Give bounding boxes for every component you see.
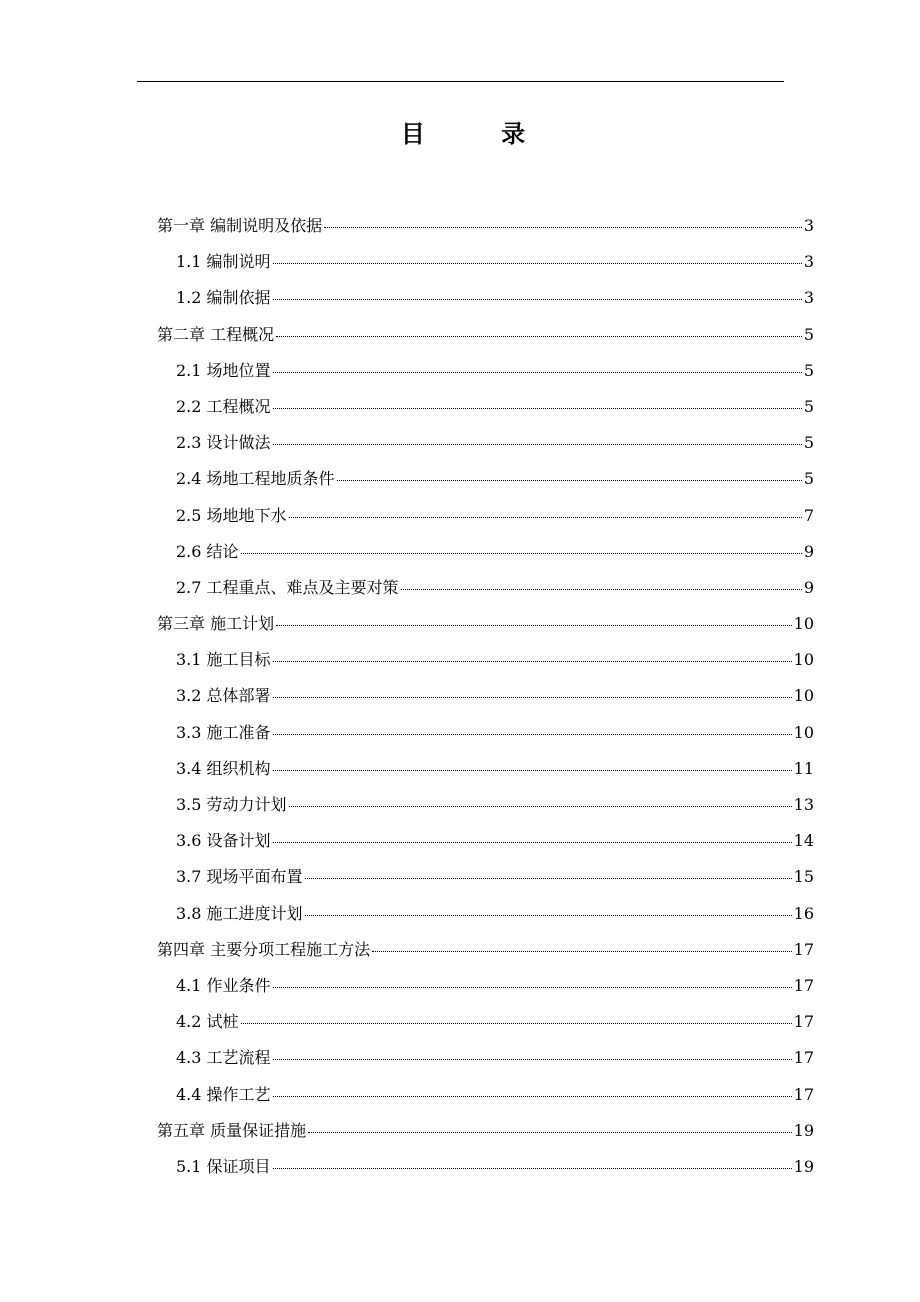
toc-section-entry[interactable] bbox=[157, 280, 814, 316]
toc-entry-page-number: 5 bbox=[803, 396, 814, 416]
toc-entry-label: 3.2 总体部署 bbox=[176, 686, 271, 706]
toc-entry-label: 4.3 工艺流程 bbox=[176, 1048, 271, 1068]
toc-entry-page-number: 17 bbox=[793, 1012, 814, 1032]
toc-entry-label: 4.2 试桩 bbox=[176, 1012, 239, 1032]
toc-entry-label: 第四章 主要分项工程施工方法 bbox=[157, 939, 371, 959]
toc-entry-label: 2.2 工程概况 bbox=[176, 396, 271, 416]
toc-entry-label: 3.6 设备计划 bbox=[176, 831, 271, 851]
toc-entry-label: 2.5 场地地下水 bbox=[176, 505, 287, 525]
toc-entry-label: 3.5 劳动力计划 bbox=[176, 795, 287, 814]
toc-entry-label: 第二章 工程概况 bbox=[157, 324, 275, 344]
toc-entry-label: 2.1 场地位置 bbox=[176, 360, 271, 380]
toc-entry-page-number: 19 bbox=[793, 1156, 814, 1176]
toc-section-entry[interactable] bbox=[157, 823, 814, 859]
toc-dot-leader bbox=[305, 914, 792, 916]
toc-section-entry[interactable] bbox=[157, 425, 814, 461]
toc-entry-page-number: 16 bbox=[793, 903, 814, 923]
toc-entry-page-number: 3 bbox=[803, 216, 814, 235]
toc-entry-label: 4.1 作业条件 bbox=[176, 975, 271, 995]
toc-chapter-entry[interactable] bbox=[157, 208, 814, 244]
toc-dot-leader bbox=[273, 371, 802, 373]
toc-entry-page-number: 5 bbox=[803, 469, 814, 489]
toc-entry-page-number: 5 bbox=[803, 360, 814, 380]
toc-section-entry[interactable] bbox=[157, 1149, 814, 1185]
toc-dot-leader bbox=[289, 516, 802, 518]
toc-entry-page-number: 17 bbox=[793, 1048, 814, 1068]
toc-dot-leader bbox=[273, 986, 792, 988]
toc-dot-leader bbox=[372, 950, 792, 952]
toc-dot-leader bbox=[324, 226, 802, 228]
toc-section-entry[interactable] bbox=[157, 968, 814, 1004]
toc-dot-leader bbox=[241, 1022, 792, 1024]
toc-dot-leader bbox=[273, 298, 802, 300]
toc-section-entry[interactable] bbox=[157, 642, 814, 678]
toc-entry-page-number: 13 bbox=[793, 795, 814, 814]
toc-dot-leader bbox=[273, 1095, 792, 1097]
toc-dot-leader bbox=[273, 443, 802, 445]
toc-entry-label: 4.4 操作工艺 bbox=[176, 1084, 271, 1104]
toc-section-entry[interactable] bbox=[157, 1004, 814, 1040]
toc-entry-label: 第三章 施工计划 bbox=[157, 614, 275, 634]
toc-dot-leader bbox=[241, 552, 802, 554]
toc-entry-label: 2.4 场地工程地质条件 bbox=[176, 469, 335, 489]
toc-section-entry[interactable] bbox=[157, 353, 814, 389]
toc-dot-leader bbox=[273, 769, 792, 771]
toc-entry-page-number: 10 bbox=[793, 614, 814, 634]
toc-dot-leader bbox=[273, 407, 802, 409]
toc-entry-page-number: 7 bbox=[803, 505, 814, 525]
toc-dot-leader bbox=[273, 733, 792, 735]
toc-section-entry[interactable] bbox=[157, 534, 814, 570]
toc-dot-leader bbox=[273, 841, 792, 843]
toc-dot-leader bbox=[276, 335, 802, 337]
toc-entry-page-number: 3 bbox=[803, 252, 814, 272]
toc-entry-label: 2.6 结论 bbox=[176, 541, 239, 561]
toc-section-entry[interactable] bbox=[157, 787, 814, 823]
toc-entry-page-number: 17 bbox=[793, 939, 814, 959]
toc-entry-page-number: 3 bbox=[803, 288, 814, 308]
toc-section-entry[interactable] bbox=[157, 244, 814, 280]
toc-entry-page-number: 5 bbox=[803, 433, 814, 453]
toc-entry-page-number: 9 bbox=[803, 577, 814, 597]
toc-list bbox=[157, 208, 814, 1185]
toc-section-entry[interactable] bbox=[157, 570, 814, 606]
toc-entry-page-number: 17 bbox=[793, 1084, 814, 1104]
toc-entry-page-number: 19 bbox=[793, 1120, 814, 1140]
toc-section-entry[interactable] bbox=[157, 859, 814, 895]
toc-entry-page-number: 5 bbox=[803, 324, 814, 344]
toc-entry-label: 3.4 组织机构 bbox=[176, 758, 271, 778]
toc-entry-label: 1.1 编制说明 bbox=[176, 252, 271, 272]
toc-entry-label: 1.2 编制依据 bbox=[176, 288, 271, 308]
toc-section-entry[interactable] bbox=[157, 715, 814, 751]
toc-entry-label: 3.3 施工准备 bbox=[176, 722, 271, 742]
toc-section-entry[interactable] bbox=[157, 498, 814, 534]
toc-dot-leader bbox=[308, 1131, 792, 1133]
toc-entry-page-number: 10 bbox=[793, 722, 814, 742]
toc-entry-page-number: 9 bbox=[803, 541, 814, 561]
toc-entry-label: 3.8 施工进度计划 bbox=[176, 903, 303, 923]
toc-entry-page-number: 10 bbox=[793, 650, 814, 670]
toc-entry-page-number: 15 bbox=[793, 867, 814, 887]
toc-section-entry[interactable] bbox=[157, 389, 814, 425]
toc-entry-page-number: 11 bbox=[793, 758, 814, 778]
toc-title: 目 录 bbox=[400, 119, 560, 148]
toc-entry-label: 第五章 质量保证措施 bbox=[157, 1120, 307, 1140]
toc-entry-page-number: 17 bbox=[793, 975, 814, 995]
toc-dot-leader bbox=[273, 1167, 792, 1169]
toc-dot-leader bbox=[401, 588, 802, 590]
toc-chapter-entry[interactable] bbox=[157, 932, 814, 968]
toc-chapter-entry[interactable] bbox=[157, 606, 814, 642]
toc-chapter-entry[interactable] bbox=[157, 317, 814, 353]
header-rule bbox=[137, 81, 784, 82]
toc-entry-label: 第一章 编制说明及依据 bbox=[157, 216, 323, 235]
toc-dot-leader bbox=[289, 805, 792, 807]
toc-dot-leader bbox=[337, 479, 802, 481]
toc-dot-leader bbox=[273, 660, 792, 662]
toc-entry-label: 3.7 现场平面布置 bbox=[176, 867, 303, 887]
toc-section-entry[interactable] bbox=[157, 751, 814, 787]
toc-chapter-entry[interactable] bbox=[157, 1113, 814, 1149]
toc-section-entry[interactable] bbox=[157, 1077, 814, 1113]
toc-dot-leader bbox=[273, 1058, 792, 1060]
toc-section-entry[interactable] bbox=[157, 1040, 814, 1076]
toc-dot-leader bbox=[273, 262, 802, 264]
toc-section-entry[interactable] bbox=[157, 896, 814, 932]
toc-entry-label: 2.7 工程重点、难点及主要对策 bbox=[176, 577, 399, 597]
toc-entry-page-number: 14 bbox=[793, 831, 814, 851]
toc-entry-label: 2.3 设计做法 bbox=[176, 433, 271, 453]
toc-entry-label: 3.1 施工目标 bbox=[176, 650, 271, 670]
toc-dot-leader bbox=[276, 624, 792, 626]
toc-section-entry[interactable] bbox=[157, 678, 814, 714]
toc-dot-leader bbox=[305, 877, 792, 879]
toc-section-entry[interactable] bbox=[157, 461, 814, 497]
toc-dot-leader bbox=[273, 696, 792, 698]
toc-entry-page-number: 10 bbox=[793, 686, 814, 706]
toc-entry-label: 5.1 保证项目 bbox=[176, 1156, 271, 1176]
